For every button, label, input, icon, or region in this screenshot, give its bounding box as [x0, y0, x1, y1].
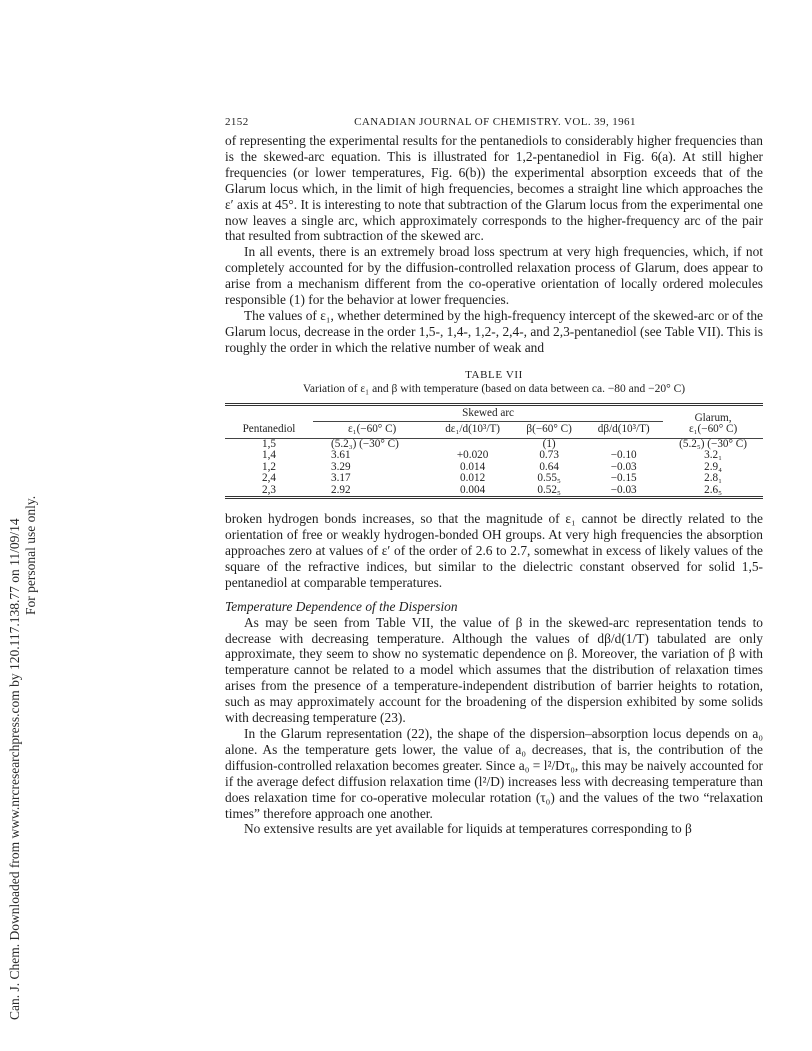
- col-header-skewed-arc: Skewed arc: [313, 404, 663, 422]
- paragraph-2: In all events, there is an extremely broad loss spectrum at very high frequencies, which, if not completely accounted for by the diffusion-controlled relaxation process of Glarum, does appear to arise from a mechanism different from the co-operative orientation of locally ordered molecules responsible (1) for the behavior at lower frequencies.: [225, 244, 763, 308]
- cell-deps: 0.014: [460, 460, 486, 473]
- table-group-header-row: [225, 404, 763, 422]
- cell-deps: 0.004: [460, 483, 486, 496]
- cell-eps: 3.17: [331, 472, 351, 485]
- col-header-deps: dε₁/d(10³/T): [431, 422, 514, 439]
- cell-dbeta: −0.15: [610, 472, 637, 485]
- journal-title: CANADIAN JOURNAL OF CHEMISTRY. VOL. 39, 1961: [354, 116, 636, 128]
- cell-glarum: 2.8₁: [704, 472, 723, 485]
- cell-dbeta: −0.03: [610, 483, 637, 496]
- cell-eps: 3.29: [331, 460, 351, 473]
- watermark-line-1: Can. J. Chem. Downloaded from www.nrcresearchpress.com by 120.117.138.77 on 11/09/14: [7, 518, 22, 1020]
- section-heading: Temperature Dependence of the Dispersion: [225, 598, 458, 614]
- col-header-glarum-line2: ε₁(−60° C): [688, 423, 738, 436]
- paragraph-1: of representing the experimental results for the pentanediols to considerably higher frequencies than is the skewed-arc equation. This is illustrated for 1,2-pentanediol in Fig. 6(a). At still higher frequencies (or lower temperatures, Fig. 6(b)) the experimental absorption exceeds that of the Glarum locus which, in the limit of high frequencies, becomes a straight line which approaches the ε′ axis at 45°. It is interesting to note that subtraction of the Glarum locus from the experimental one now leaves a single arc, which approximately corresponds to the higher-frequency arc of the pair that resulted from subtraction of the skewed arc.: [225, 133, 763, 244]
- paragraph-3: The values of ε₁, whether determined by the high-frequency intercept of the skewed-arc or of the Glarum locus, decrease in the order 1,5-, 1,4-, 1,2-, 2,4-, and 2,3-pentanediol (see Table VII). This is roughly the order in which the relative number of weak and: [225, 307, 763, 355]
- cell-glarum: 2.6₅: [704, 483, 723, 496]
- table-row: [225, 473, 763, 485]
- col-header-eps: ε₁(−60° C): [313, 422, 431, 439]
- table-row: [225, 462, 763, 474]
- download-watermark-svg: [2, 250, 42, 1030]
- cell-deps: +0.020: [456, 449, 489, 462]
- cell-beta: (1): [542, 437, 556, 450]
- cell-beta: 0.64: [539, 460, 559, 473]
- table-caption: Variation of ε₁ and β with temperature (based on data between ca. −80 and −20° C): [302, 382, 686, 395]
- table-vii: [225, 368, 763, 500]
- page-number: 2152: [225, 116, 249, 128]
- table-row: [225, 450, 763, 462]
- cell-diol: 1,5: [262, 437, 276, 450]
- journal-page: [225, 116, 763, 837]
- cell-glarum: 3.2₁: [704, 449, 723, 462]
- table-row: [225, 485, 763, 498]
- download-watermark: [2, 250, 42, 1030]
- running-header: [225, 116, 763, 128]
- col-header-dbeta: dβ/d(10³/T): [584, 422, 663, 439]
- cell-eps: 3.61: [331, 449, 351, 462]
- cell-beta: 0.55₅: [537, 472, 561, 485]
- paragraph-6: In the Glarum representation (22), the shape of the dispersion–absorption locus depends on a₀ alone. As the temperature gets lower, the value of a₀ decreases, that is, the contribution of the diffusion-controlled relaxation becomes greater. Since a₀ = l²/Dτ₀, this may be naively accounted for if the average defect diffusion relaxation time (l²/D) increases less with decreasing temperature than does relaxation time for co-operative molecular rotation (τ₀) and the values of the two “relaxation times” therefore approach one another.: [225, 725, 763, 821]
- cell-glarum: (5.2₅) (−30° C): [679, 437, 747, 450]
- col-header-glarum: [663, 404, 763, 438]
- cell-diol: 2,3: [262, 483, 276, 496]
- cell-beta: 0.73: [539, 449, 559, 462]
- cell-eps: 2.92: [331, 483, 351, 496]
- paragraph-5: As may be seen from Table VII, the value of β in the skewed-arc representation tends to decrease with decreasing temperature. Although the values of dβ/d(1/T) tabulated are only approximate, they seem to show no systematic dependence on β. Moreover, the variation of β with temperature cannot be related to a model which assumes that the distribution of relaxation times arises from the presence of a temperature-independent distribution of barrier heights to rotation, such as may approximately account for the broadening of the dispersion exhibited by some solids with decreasing temperature (23).: [225, 614, 763, 726]
- col-header-beta: β(−60° C): [514, 422, 584, 439]
- cell-glarum: 2.9₄: [704, 460, 723, 473]
- cell-deps: 0.012: [460, 472, 486, 485]
- paragraph-4: broken hydrogen bonds increases, so that the magnitude of ε₁ cannot be directly related to the orientation of free or weakly hydrogen-bonded OH groups. At very high frequencies the absorption approaches zero at values of ε′ of the order of 2.6 to 2.7, somewhat in excess of likely values of the square of the refractive indices, but similar to the dielectric constant observed for solid 1,5-pentanediol at comparable temperatures.: [225, 511, 763, 590]
- cell-eps: (5.2₃) (−30° C): [331, 437, 399, 450]
- data-table: [225, 403, 763, 500]
- cell-dbeta: −0.10: [610, 449, 637, 462]
- col-header-pentanediol: Pentanediol: [225, 404, 313, 438]
- cell-beta: 0.52₅: [537, 483, 561, 496]
- col-header-glarum-line1: Glarum,: [694, 411, 732, 424]
- table-title: TABLE VII: [465, 368, 523, 381]
- table-row: [225, 438, 763, 450]
- watermark-line-2: For personal use only.: [23, 495, 38, 615]
- cell-dbeta: −0.03: [610, 460, 637, 473]
- cell-diol: 1,2: [262, 460, 276, 473]
- paragraph-7: No extensive results are yet available for liquids at temperatures corresponding to β: [244, 821, 692, 837]
- cell-diol: 2,4: [262, 472, 276, 485]
- cell-diol: 1,4: [262, 449, 276, 462]
